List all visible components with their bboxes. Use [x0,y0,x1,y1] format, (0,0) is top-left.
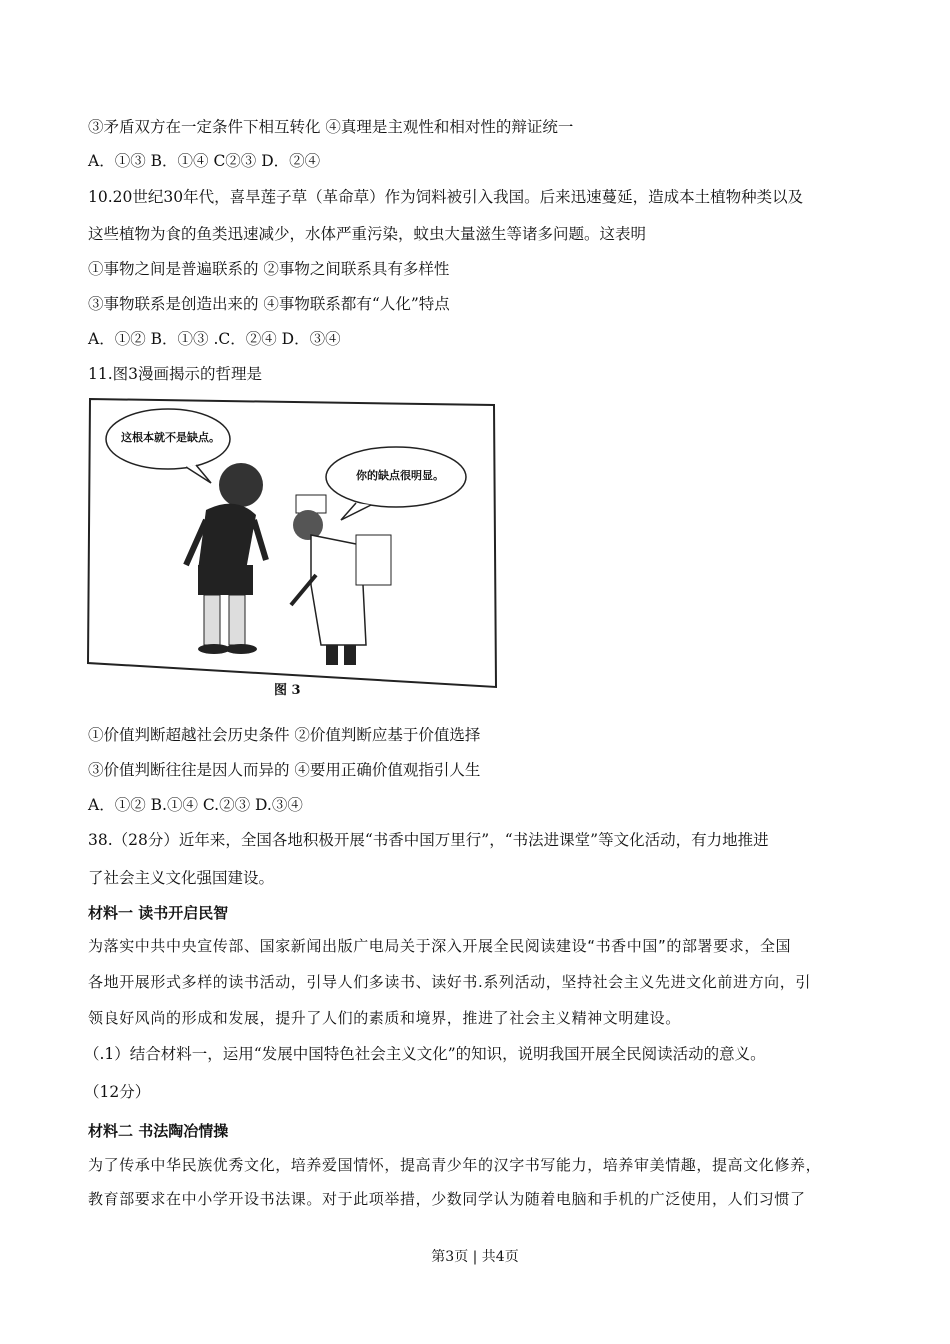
q10-stem-line2: 这些植物为食的鱼类迅速减少，水体严重污染，蚊虫大量滋生等诸多问题。这表明 [88,225,647,243]
material2-title: 材料二 书法陶冶情操 [88,1122,229,1140]
q9-answers: A．①③ B．①④ C②③ D．②④ [88,152,321,170]
q9-options-3-4: ③矛盾双方在一定条件下相互转化 ④真理是主观性和相对性的辩证统一 [88,118,574,136]
q11-stem: 11.图3漫画揭示的哲理是 [88,365,263,383]
subquestion1-line2: （12分） [84,1083,151,1101]
material1-title: 材料一 读书开启民智 [88,904,229,922]
comic-figure [86,395,498,705]
q10-answers: A．①② B．①③ .C．②④ D．③④ [88,330,341,348]
figure-caption: 图 3 [274,683,301,698]
speech-bubble-right: 你的缺点很明显。 [356,469,444,482]
material2-line1: 为了传承中华民族优秀文化，培养爱国情怀，提高青少年的汉字书写能力，培养审美情趣，提高文化修养， [88,1156,822,1174]
material1-line3: 领良好风尚的形成和发展，提升了人们的素质和境界，推进了社会主义精神文明建设。 [88,1009,681,1027]
material1-line2: 各地开展形式多样的读书活动，引导人们多读书、读好书.系列活动，坚持社会主义先进文化前进方向，引 [88,973,811,991]
q11-options-1-2: ①价值判断超越社会历史条件 ②价值判断应基于价值选择 [88,726,481,744]
q38-stem-line1: 38.（28分）近年来，全国各地积极开展“书香中国万里行”，“书法进课堂”等文化活动，有力地推进 [88,831,769,849]
q10-options-3-4: ③事物联系是创造出来的 ④事物联系都有“人化”特点 [88,295,450,313]
q10-stem-line1: 10.20世纪30年代，喜旱莲子草（革命草）作为饲料被引入我国。后来迅速蔓延，造成本土植物种类以及 [88,188,804,206]
q11-options-3-4: ③价值判断往往是因人而异的 ④要用正确价值观指引人生 [88,761,481,779]
material2-line2: 教育部要求在中小学开设书法课。对于此项举措，少数同学认为随着电脑和手机的广泛使用，人们习惯了 [88,1190,806,1208]
speech-bubble-left: 这根本就不是缺点。 [121,431,220,444]
page-footer: 第3页 | 共4页 [431,1249,519,1265]
subquestion1-line1: （.1）结合材料一，运用“发展中国特色社会主义文化”的知识，说明我国开展全民阅读活动的意义。 [84,1045,766,1063]
material1-line1: 为落实中共中央宣传部、国家新闻出版广电局关于深入开展全民阅读建设“书香中国”的部署要求，全国 [88,937,792,955]
q11-answers: A．①② B.①④ C.②③ D.③④ [88,796,303,814]
q38-stem-line2: 了社会主义文化强国建设。 [88,869,275,887]
q10-options-1-2: ①事物之间是普遍联系的 ②事物之间联系具有多样性 [88,260,450,278]
